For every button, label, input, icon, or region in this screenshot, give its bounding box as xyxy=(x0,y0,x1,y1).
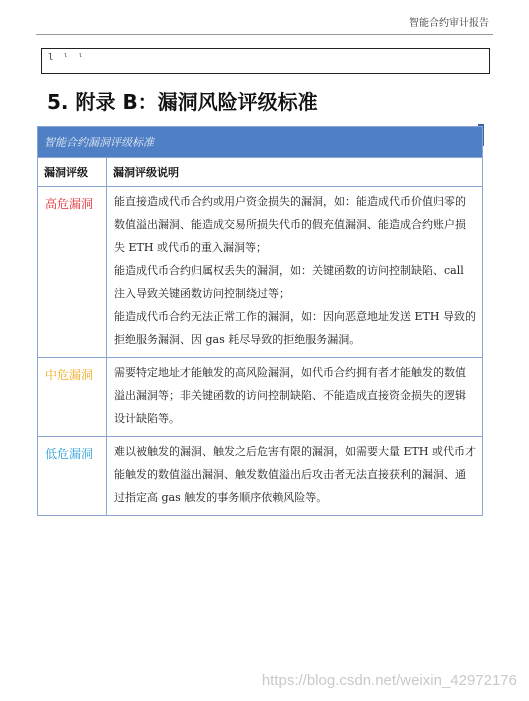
table-caption-row xyxy=(38,127,483,158)
description-high xyxy=(107,187,483,358)
watermark-url: https://blog.csdn.net/weixin_42972176 xyxy=(261,672,517,689)
header-divider xyxy=(36,34,493,35)
level-medium: 中危漏洞 xyxy=(38,358,107,437)
description-paragraph: 难以被触发的漏洞、触发之后危害有限的漏洞，如需要大量 ETH 或代币才能触发的数值溢出漏洞、触发数值溢出后攻击者无法直接获利的漏洞、通过指定高 gas 触发的事务顺序依赖风险等。 xyxy=(114,445,476,504)
code-fragment-text: l ˡ ˡ xyxy=(48,53,86,63)
level-low: 低危漏洞 xyxy=(38,437,107,516)
section-title: 5. 附录 B：漏洞风险评级标准 xyxy=(47,90,318,114)
column-header-description: 漏洞评级说明 xyxy=(107,158,483,187)
table-row-high xyxy=(38,187,483,358)
table-header-row xyxy=(38,158,483,187)
code-snippet-box xyxy=(41,48,490,74)
page-header-title: 智能合约审计报告 xyxy=(409,18,489,29)
description-low xyxy=(107,437,483,516)
description-paragraph: 能造成代币合约归属权丢失的漏洞，如：关键函数的访问控制缺陷、call 注入导致关键函数访问控制绕过等； xyxy=(114,264,464,300)
description-paragraph: 需要特定地址才能触发的高风险漏洞，如代币合约拥有者才能触发的数值溢出漏洞等；非关键函数的访问控制缺陷、不能造成直接资金损失的逻辑设计缺陷等。 xyxy=(114,366,466,425)
table-row-low xyxy=(38,437,483,516)
column-header-level: 漏洞评级 xyxy=(38,158,107,187)
description-paragraph: 能造成代币合约无法正常工作的漏洞，如：因向恶意地址发送 ETH 导致的拒绝服务漏洞、因 gas 耗尽导致的拒绝服务漏洞。 xyxy=(114,310,476,346)
description-medium xyxy=(107,358,483,437)
vulnerability-grading-table xyxy=(37,126,483,516)
description-paragraph: 能直接造成代币合约或用户资金损失的漏洞，如：能造成代币价值归零的数值溢出漏洞、能造成交易所损失代币的假充值漏洞、能造成合约账户损失 ETH 或代币的重入漏洞等； xyxy=(114,195,466,254)
table-row-medium xyxy=(38,358,483,437)
level-high: 高危漏洞 xyxy=(38,187,107,358)
table-caption: 智能合约漏洞评级标准 xyxy=(38,127,483,158)
